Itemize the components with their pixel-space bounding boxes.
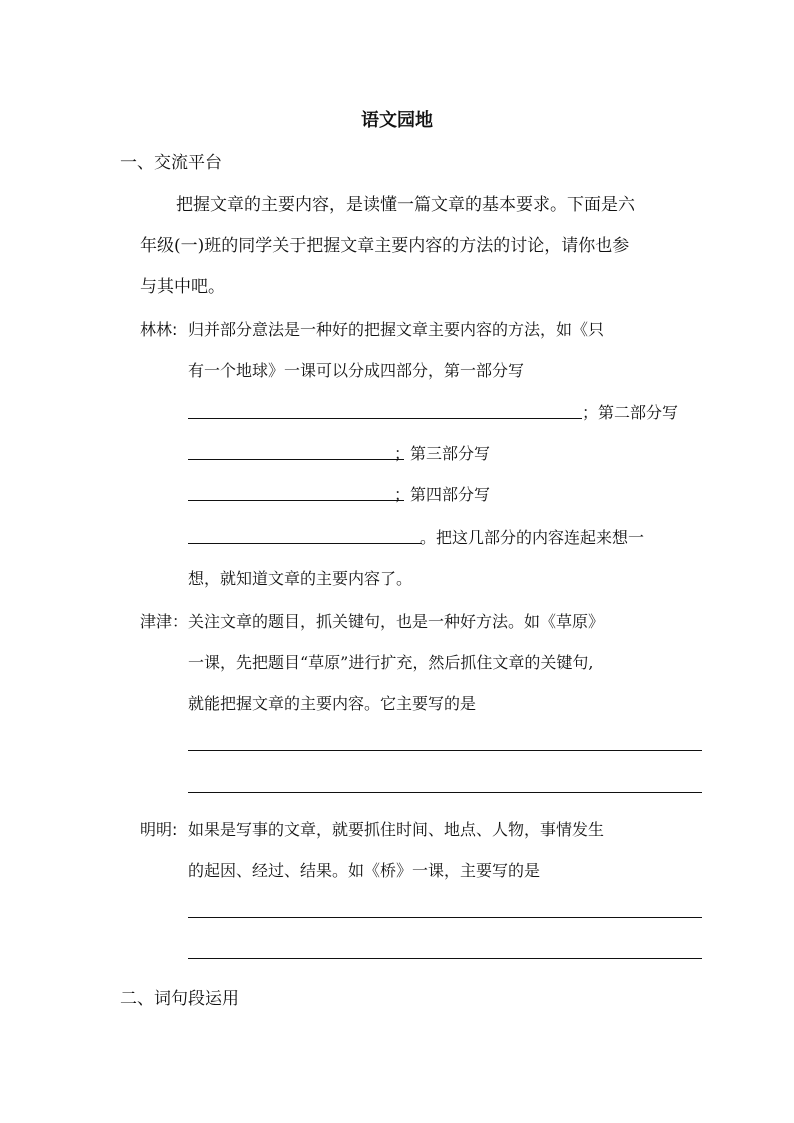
jinjin-answer-line-1[interactable]: [188, 750, 702, 751]
mingming-line-1: 如果是写事的文章，就要抓住时间、地点、人物，事情发生: [188, 820, 605, 839]
page-title: 语文园地: [361, 110, 433, 131]
answer-blank-part4[interactable]: [188, 543, 422, 544]
speaker-jinjin: 津津：: [140, 612, 189, 631]
section-heading-word-usage: 二、词句段运用: [120, 989, 239, 1009]
linlin-part4-label: ；第四部分写: [394, 485, 491, 504]
answer-blank-part2[interactable]: [188, 459, 404, 460]
jinjin-answer-line-2[interactable]: [188, 792, 702, 793]
intro-line-1: 把握文章的主要内容，是读懂一篇文章的基本要求。下面是六: [176, 195, 635, 215]
linlin-line-end: 。把这几部分的内容连起来想一: [420, 528, 645, 547]
mingming-answer-line-2[interactable]: [188, 958, 702, 959]
jinjin-line-3: 就能把握文章的主要内容。它主要写的是: [188, 694, 477, 713]
mingming-line-2: 的起因、经过、结果。如《桥》一课，主要写的是: [188, 861, 541, 880]
linlin-part2-label: ；第二部分写: [582, 403, 679, 422]
mingming-answer-line-1[interactable]: [188, 917, 702, 918]
speaker-mingming: 明明:: [140, 820, 178, 839]
speaker-linlin: 林林:: [140, 320, 178, 339]
linlin-line-2: 有一个地球》一课可以分成四部分，第一部分写: [188, 361, 525, 380]
jinjin-line-1: 关注文章的题目，抓关键句，也是一种好方法。如《草原》: [188, 612, 605, 631]
jinjin-line-2: 一课，先把题目“草原”进行扩充，然后抓住文章的关键句,: [188, 653, 594, 672]
intro-line-2: 年级(一)班的同学关于把握文章主要内容的方法的讨论，请你也参: [140, 236, 630, 256]
answer-blank-part3[interactable]: [188, 500, 404, 501]
section-heading-exchange: 一、交流平台: [120, 153, 222, 173]
answer-blank-part1[interactable]: [188, 418, 582, 419]
linlin-part3-label: ；第三部分写: [394, 444, 491, 463]
intro-line-3: 与其中吧。: [140, 277, 225, 297]
linlin-line-1: 归并部分意法是一种好的把握文章主要内容的方法，如《只: [188, 320, 605, 339]
linlin-line-last: 想，就知道文章的主要内容了。: [188, 569, 413, 588]
